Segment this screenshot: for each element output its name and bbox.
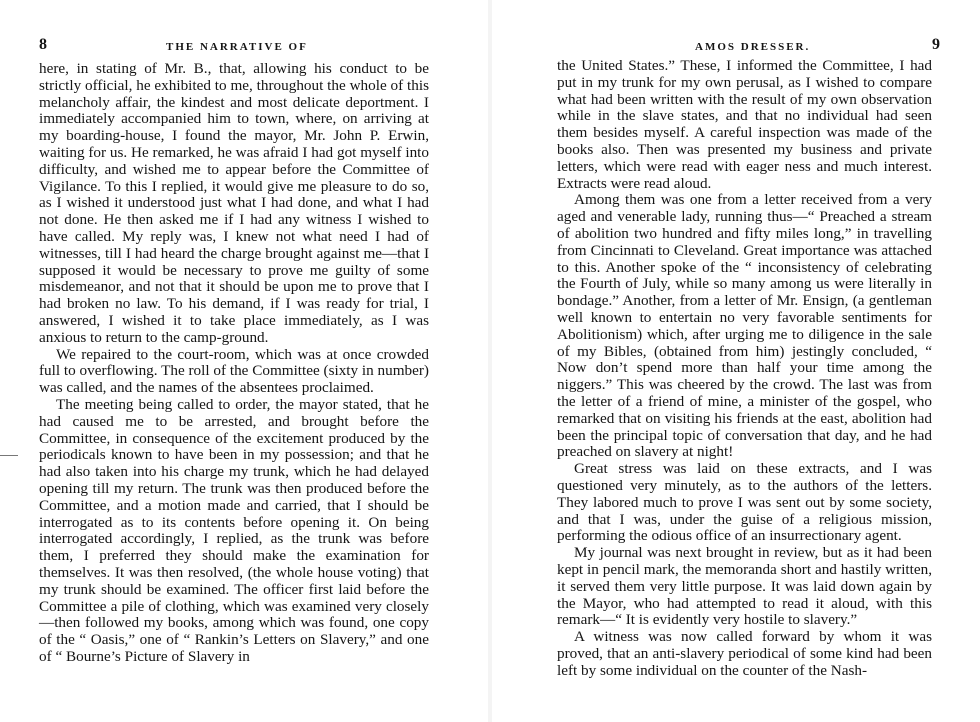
right-paragraph-extracts: Great stress was laid on these extracts, and I was questioned very minutely, as to the authors of the letters. They labored much to prove I was sent out by some society, and that I was, under the guise of a religious mission, performing the odious office of an insurrectionary agent. [557,460,932,545]
page-edge-mark [0,455,18,456]
right-paragraph-journal: My journal was next brought in review, but as it had been kept in pencil mark, the memoranda short and hastily written, it served them very little purpose. It was laid down again by the Mayor, who had attempted to read it aloud, with this remark—“ It is evidently very hostile to slavery.” [557,544,932,629]
left-page-text [39,61,429,666]
right-paragraph-letters: Among them was one from a letter received from a very aged and venerable lady, running thus—“ Preached a stream of abolition two hundred and fifty miles long,” in travelling from Cincinnati to Cleveland. Great importance was attached to this. Another spoke of the “ inconsistency of celebrating the Fourth of July, while so many among us were literally in bondage.” Another, from a letter of Mr. Ensign, (a gentleman well known to entertain no very favorable sentiments for Abolitionism) which, after urging me to diligence in the sale of my Bibles, (obtained from him) jestingly concluded, “ Now don’t spend more than half your time among the niggers.” This was cheered by the crowd. The last was from the letter of a friend of mine, a minister of the gospel, who remarked that on visiting his friends at the east, abolition had been the principal topic of conversation that day, and he had preached on slavery at night! [557,191,932,461]
right-page [490,0,980,722]
left-paragraph-meeting: The meeting being called to order, the mayor stated, that he had caused me to be arrested, and brought before the Committee, in consequence of the excitement produced by the periodicals known to have been in my possession; and that he had also taken into his charge my trunk, which he had delayed opening till my return. The trunk was then produced before the Committee, and a motion made and carried, that I should be interrogated as to its contents before opening it. On being interrogated accordingly, I replied, as the trunk was before them, I preferred they should make the examination for themselves. It was then resolved, (the whole house voting) that my trunk should be examined. The officer first laid before the Committee a pile of clothing, which was examined very closely—then followed my books, among which was found, one copy of the “ Oasis,” one of “ Rankin’s Letters on Slavery,” and one of “ Bourne’s Picture of Slavery in [39,395,429,665]
right-running-head: AMOS DRESSER. [695,41,811,53]
right-paragraph-witness: A witness was now called forward by whom it was proved, that an anti-slavery periodical of some kind had been left by some individual on the counter of the Nash- [557,628,932,679]
right-page-number: 9 [932,36,940,53]
right-page-text [557,58,932,679]
left-running-head: THE NARRATIVE OF [166,41,308,53]
left-page-number: 8 [39,36,47,53]
right-opening-paragraph: the United States.” These, I informed the Committee, I had put in my trunk for my own perusal, as I wished to compare what had been written with the result of my own observation while in the slave states, and that no individual had seen them besides myself. A careful inspection was made of the books also. Then was presented my business and private letters, which were read with eager ness and much interest. Extracts were read aloud. [557,57,932,192]
left-paragraph-court-room: We repaired to the court-room, which was at once crowded full to overflowing. The roll of the Committee (sixty in number) was called, and the names of the absentees proclaimed. [39,345,429,397]
left-opening-paragraph: here, in stating of Mr. B., that, allowing his conduct to be strictly official, he exhibited to me, throughout the whole of this melancholy affair, the kindest and most delicate deportment. I immediately accompanied him to town, where, on arriving at my boarding-house, I found the mayor, Mr. John P. Erwin, waiting for us. He remarked, he was afraid I had got myself into difficulty, and wished me to appear before the Committee of Vigilance. To this I replied, it would give me pleasure to do so, as I wished it understood just what I had done, and what I had not done. He then asked me if I had any witness I wished to have called. My reply was, I knew not what need I had of witnesses, till I had heard the charge brought against me—that I supposed it would be necessary to prove me guilty of some misdemeanor, and not that it should be upon me to prove that I had broken no law. To his demand, if I was ready for trial, I answered, I wished it to take place immediately, as I was anxious to return to the camp-ground. [39,60,429,346]
